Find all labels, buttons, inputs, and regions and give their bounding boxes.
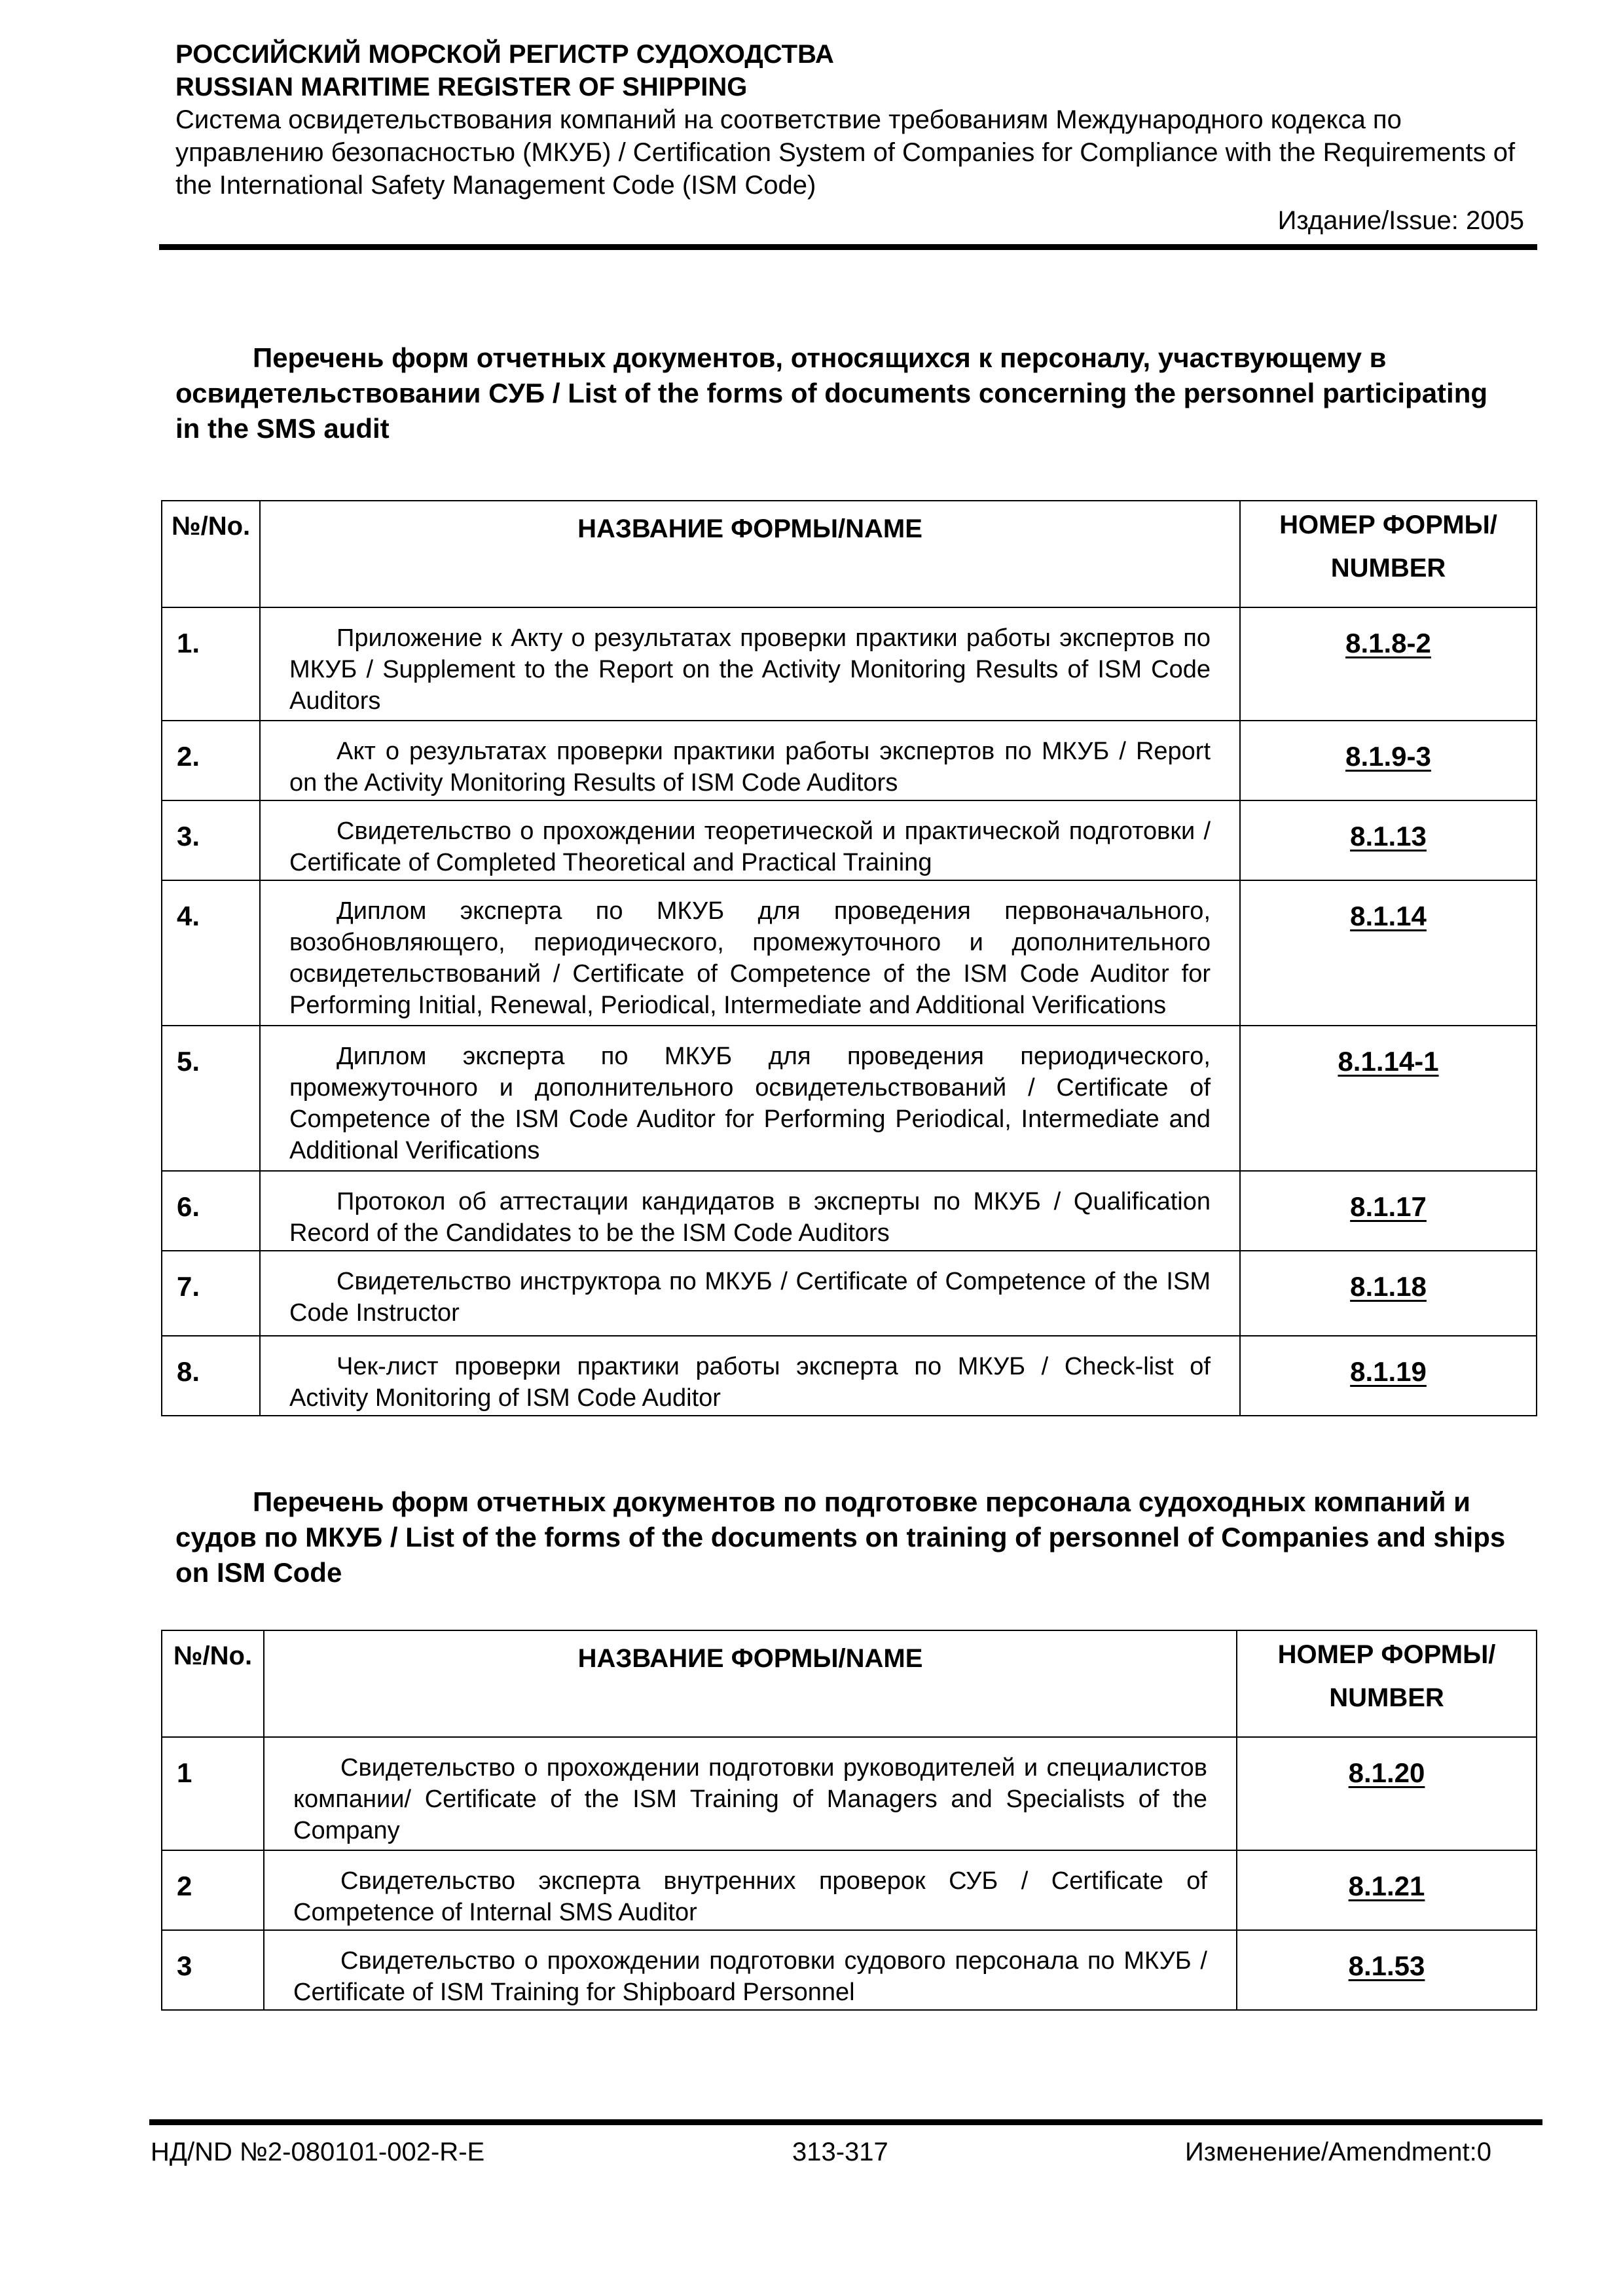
header-divider: [159, 244, 1537, 250]
row-form-number-cell: [1240, 1336, 1537, 1416]
section2-title: Перечень форм отчетных документов по подготовке персонала судоходных компаний и судов по МКУБ / List of the forms of the documents on training of personnel of Companies and ships on ISM Code: [175, 1486, 1506, 1588]
row-form-number-cell: [1240, 1251, 1537, 1336]
table-row: [162, 1251, 1537, 1336]
row-form-name: Свидетельство о прохождении подготовки руководителей и специалистов компании/ Certificate of the ISM Training of Managers and Specialists of the Company: [293, 1754, 1207, 1844]
row-form-number: 8.1.20: [1348, 1757, 1425, 1788]
row-form-name-cell: [260, 800, 1240, 880]
row-form-name-cell: [264, 1850, 1237, 1930]
row-form-name-cell: [260, 1026, 1240, 1171]
row-form-name-cell: [260, 1336, 1240, 1416]
row-number: 2: [162, 1850, 264, 1930]
column-header-number-line1: НОМЕР ФОРМЫ/: [1279, 511, 1497, 539]
row-form-number-cell: [1237, 1930, 1537, 2010]
row-number: 1.: [162, 607, 260, 721]
row-number: 8.: [162, 1336, 260, 1416]
row-form-name: Свидетельство эксперта внутренних проверок СУБ / Certificate of Competence of Internal SMS Auditor: [293, 1867, 1207, 1926]
table-header-row: [162, 1630, 1537, 1737]
column-header-number-line1: НОМЕР ФОРМЫ/: [1277, 1640, 1496, 1669]
row-form-number: 8.1.21: [1348, 1871, 1425, 1901]
table-row: [162, 1026, 1537, 1171]
organization-name-ru: РОССИЙСКИЙ МОРСКОЙ РЕГИСТР СУДОХОДСТВА: [175, 40, 834, 69]
table-row: [162, 1171, 1537, 1251]
row-form-name: Свидетельство инструктора по МКУБ / Certificate of Competence of the ISM Code Instructor: [289, 1268, 1211, 1327]
row-number: 3.: [162, 800, 260, 880]
column-header-number-line2: NUMBER: [1329, 1683, 1444, 1712]
issue-label: Издание/Issue: 2005: [1277, 206, 1524, 235]
footer-page-range: 313-317: [792, 2138, 888, 2166]
row-form-name: Свидетельство о прохождении теоретической и практической подготовки / Certificate of Completed Theoretical and Practical Training: [289, 817, 1211, 876]
table-row: [162, 1336, 1537, 1416]
row-form-number-cell: [1240, 1026, 1537, 1171]
row-form-number: 8.1.9-3: [1345, 741, 1431, 772]
row-form-number: 8.1.18: [1350, 1271, 1427, 1302]
column-header-number-line2: NUMBER: [1330, 554, 1446, 583]
row-form-number-cell: [1237, 1737, 1537, 1850]
row-form-name: Диплом эксперта по МКУБ для проведения периодического, промежуточного и дополнительного освидетельствований / Certificate of Competence of the ISM Code Auditor for Performing Periodical, Intermediate and Additional Verifications: [289, 1043, 1211, 1164]
row-form-number-cell: [1240, 721, 1537, 800]
row-form-number: 8.1.13: [1350, 821, 1427, 852]
page-header: [175, 38, 1524, 237]
table-row: [162, 880, 1537, 1026]
column-header-name: НАЗВАНИЕ ФОРМЫ/NAME: [264, 1630, 1237, 1737]
row-number: 4.: [162, 880, 260, 1026]
row-form-name: Приложение к Акту о результатах проверки практики работы экспертов по МКУБ / Supplement to the Report on the Activity Monitoring Results of ISM Code Auditors: [289, 624, 1211, 715]
column-header-number: [1237, 1630, 1537, 1737]
row-form-number-cell: [1240, 607, 1537, 721]
table-row: [162, 1930, 1537, 2010]
system-title: Система освидетельствования компаний на соответствие требованиям Международного кодекса по управлению безопасностью (МКУБ) / Certification System of Companies for Compliance with the Requirements of the International Safety Management Code (ISM Code): [175, 105, 1516, 200]
row-form-name-cell: [264, 1930, 1237, 2010]
footer-divider: [149, 2119, 1542, 2125]
row-form-name: Акт о результатах проверки практики работы экспертов по МКУБ / Report on the Activity Monitoring Results of ISM Code Auditors: [289, 738, 1211, 797]
row-number: 1: [162, 1737, 264, 1850]
row-number: 7.: [162, 1251, 260, 1336]
row-form-name: Чек-лист проверки практики работы эксперта по МКУБ / Check-list of Activity Monitoring of ISM Code Auditor: [289, 1353, 1211, 1412]
column-header-no: №/No.: [162, 1630, 264, 1737]
section1-table: [161, 500, 1537, 1416]
table-row: [162, 607, 1537, 721]
organization-name-en: RUSSIAN MARITIME REGISTER OF SHIPPING: [175, 73, 748, 101]
section1-title: Перечень форм отчетных документов, относящихся к персоналу, участвующему в освидетельствовании СУБ / List of the forms of documents concerning the personnel participating in the SMS audit: [175, 342, 1488, 444]
row-form-number: 8.1.17: [1350, 1191, 1427, 1222]
row-form-number-cell: [1237, 1850, 1537, 1930]
row-number: 2.: [162, 721, 260, 800]
row-form-name: Протокол об аттестации кандидатов в эксперты по МКУБ / Qualification Record of the Candidates to be the ISM Code Auditors: [289, 1188, 1211, 1247]
table-row: [162, 1850, 1537, 1930]
row-form-number: 8.1.19: [1350, 1356, 1427, 1387]
row-form-name-cell: [264, 1737, 1237, 1850]
table-row: [162, 1737, 1537, 1850]
row-form-number: 8.1.14-1: [1338, 1046, 1439, 1077]
footer-doc-number: НД/ND №2-080101-002-R-E: [151, 2138, 485, 2166]
column-header-name: НАЗВАНИЕ ФОРМЫ/NAME: [260, 501, 1240, 607]
row-form-name: Диплом эксперта по МКУБ для проведения первоначального, возобновляющего, периодического, промежуточного и дополнительного освидетельствований / Certificate of Competence of the ISM Code Auditor for Performing Initial, Renewal, Periodical, Intermediate and Additional Verifications: [289, 897, 1211, 1019]
row-number: 5.: [162, 1026, 260, 1171]
footer-amendment: Изменение/Amendment:0: [1185, 2138, 1491, 2166]
row-number: 6.: [162, 1171, 260, 1251]
row-form-name: Свидетельство о прохождении подготовки судового персонала по МКУБ / Certificate of ISM Training for Shipboard Personnel: [293, 1947, 1207, 2006]
row-form-number-cell: [1240, 800, 1537, 880]
column-header-no: №/No.: [162, 501, 260, 607]
row-form-name-cell: [260, 1171, 1240, 1251]
table-row: [162, 800, 1537, 880]
row-form-number: 8.1.14: [1350, 901, 1427, 931]
row-form-number-cell: [1240, 880, 1537, 1026]
section2-table: [161, 1630, 1537, 2011]
row-form-name-cell: [260, 880, 1240, 1026]
row-form-number: 8.1.53: [1348, 1950, 1425, 1981]
table-row: [162, 721, 1537, 800]
row-form-number-cell: [1240, 1171, 1537, 1251]
row-number: 3: [162, 1930, 264, 2010]
table-header-row: [162, 501, 1537, 607]
row-form-name-cell: [260, 1251, 1240, 1336]
row-form-name-cell: [260, 721, 1240, 800]
row-form-name-cell: [260, 607, 1240, 721]
page-footer: [151, 2134, 1491, 2170]
row-form-number: 8.1.8-2: [1345, 628, 1431, 658]
column-header-number: [1240, 501, 1537, 607]
